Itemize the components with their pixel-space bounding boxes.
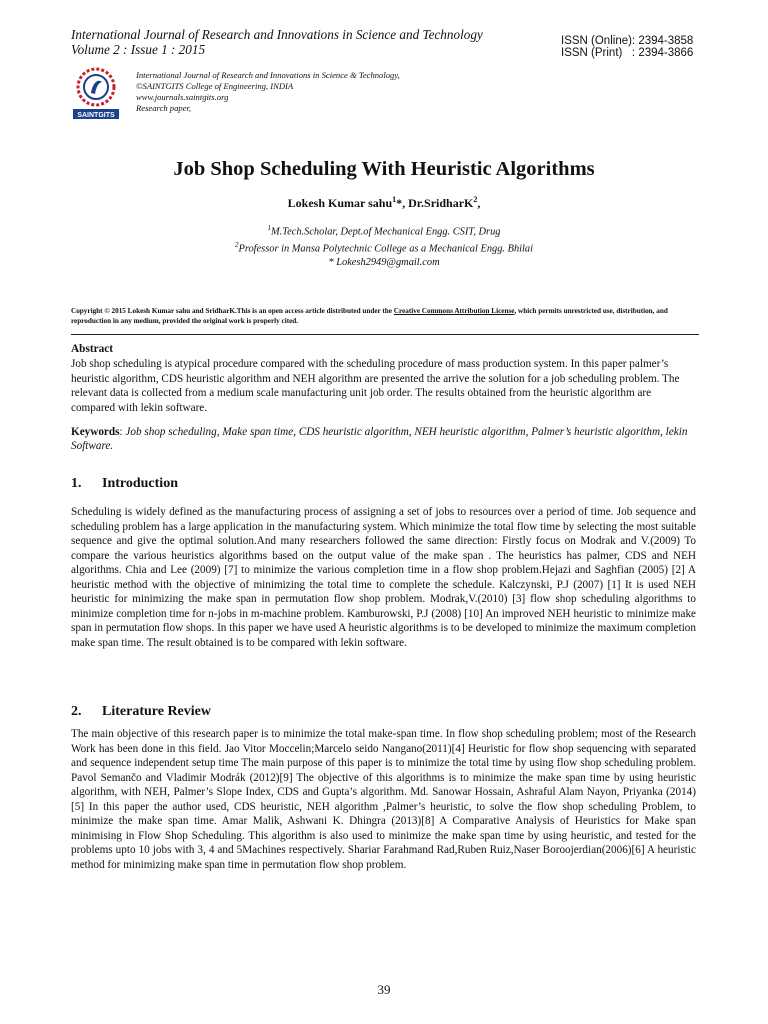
affil-text: Professor in Mansa Polytechnic College as a Mechanical Engg. Bhilai — [238, 243, 534, 255]
section-heading-introduction — [71, 476, 178, 492]
license-link[interactable]: Creative Commons Attribution License — [393, 307, 515, 315]
section-title: Introduction — [102, 476, 178, 491]
logo-text: SAINTGITS — [77, 112, 115, 119]
paper-title: Job Shop Scheduling With Heuristic Algorithms — [173, 158, 595, 180]
author-email: * Lokesh2949@gmail.com — [328, 256, 440, 268]
saintgits-logo-icon — [71, 66, 121, 120]
keywords-value: Job shop scheduling, Make span time, CDS heuristic algorithm, NEH heuristic algorithm, Palmer’s heuristic algorithm, lekin Software. — [71, 426, 688, 452]
literature-review-body: The main objective of this research paper is to minimize the total make-span time. In flow shop scheduling problem; most of the Research Work has been done in this field. Jao Vitor Moccelin;Marcelo seido Nangano(2011)[4] Heuristic for flow shop sequencing with separated and sequence independent setup time The main purpose of this paper is to minimize the total time by using flow shop scheduling problem. Pavol Semančo and Vladimir Modrák (2012)[9] The objective of this algorithms is to minimize the make span time by using heuristic algorithm, with NEH, Palmer’s Slope Index, CDS and Gupta’s algorithm. Md. Sanowar Hossain, Ashraful Alam Nayon, Priyanka (2014)[5] In this paper the author used, CDS heuristic, NEH algorithm ,Palmer’s heuristic, to solve the flow shop scheduling Problem, to minimize the make span time. Amar Malik, Ashwani K. Dhingra (2013)[8] A Comparative Analysis of Heuristics for Make span minimising in Flow Shop Scheduling. This algorithm is also used to minimize the make span time by using heuristic, and tested for the problems upto 10 jobs with 3, 4 and 5Machines respectively. Shariar Farahmand Rad,Ruben Ruiz,Naser Boroojerdian(2006)[6] A heuristic method for minimizing make span time in permutation flow shop problem. — [71, 728, 696, 871]
affiliation-2 — [0, 239, 768, 256]
issn-online: ISSN (Online): 2394-3858 — [561, 35, 694, 47]
page-number: 39 — [377, 982, 391, 997]
author-sup: 2 — [473, 195, 478, 204]
issn-block — [561, 35, 751, 59]
keywords-sep: : — [119, 426, 126, 438]
divider — [71, 334, 699, 335]
publisher-info — [136, 70, 616, 114]
author-line — [0, 195, 768, 211]
affil-sup: 2 — [234, 240, 239, 249]
affil-sup: 1 — [267, 224, 272, 232]
abstract-heading: Abstract — [71, 343, 114, 355]
keywords-label: Keywords — [71, 426, 120, 438]
copyright-text: Copyright © 2015 Lokesh Kumar sahu and SridharK.This is an open access article distributed under the — [71, 307, 394, 315]
journal-volume: Volume 2 : Issue 1 : 2015 — [71, 42, 206, 57]
section-number: 1. — [71, 476, 82, 491]
journal-name: International Journal of Research and Innovations in Science and Technology — [71, 27, 483, 42]
section-title: Literature Review — [102, 704, 211, 719]
section-number: 2. — [71, 704, 82, 719]
journal-header — [71, 27, 541, 57]
corresponding-mark: *, — [396, 196, 409, 210]
paper-type: Research paper, — [136, 103, 192, 113]
affil-text: M.Tech.Scholar, Dept.of Mechanical Engg. CSIT, Drug — [271, 226, 501, 238]
author-tail: , — [477, 196, 481, 210]
section-heading-literature-review — [71, 704, 211, 720]
author-name: Lokesh Kumar sahu — [287, 196, 393, 210]
issn-print: ISSN (Print) : 2394-3866 — [561, 47, 694, 59]
affiliation-1 — [0, 222, 768, 239]
author-sup: 1 — [392, 195, 397, 204]
publisher-line: International Journal of Research and Innovations in Science & Technology, — [136, 70, 400, 80]
publisher-url: www.journals.saintgits.org — [136, 92, 229, 102]
copyright-notice — [71, 306, 696, 326]
author-name: Dr.SridharK — [408, 196, 474, 210]
abstract-body: Job shop scheduling is atypical procedure compared with the scheduling procedure of mass production system. In this paper palmer’s heuristic algorithm, CDS heuristic algorithm and NEH algorithm are presented the arrive the solution for a job scheduling problem. The relevant data is collected from a medium scale manufacturing unit job order. The results obtained from the heuristic algorithm are compared with lekin software. — [71, 358, 680, 414]
keywords — [71, 425, 697, 453]
publisher-line: ©SAINTGITS College of Engineering, INDIA — [136, 81, 294, 91]
copyright-text: , which permits unrestricted use, distribution, and reproduction in any medium, provided the original work is properly cited. — [71, 307, 668, 325]
introduction-body: Scheduling is widely defined as the manufacturing process of assigning a set of jobs to resources over a period of time. Job sequence and scheduling problem has a large application in the manufacturing system. Which minimize the total flow time by selecting the most suitable sequence and give the optimal solution.And many researchers followed the same direction: Firstly focus on Modrak and V.(2009) To compare the various heuristics algorithms based on the output value of the make span . The heuristics has palmer, CDS and NEH algorithms. Chia and Lee (2009) [7] to minimize the various completion time in a flow shop problem.Hejazi and Saghfian (2005) [2] A heuristic method with the objective of minimizing the total time to complete the schedule. Kalczynski, P.J (2007) [1] It is used NEH heuristic for minimizing the make span in permutation flow shop problem. Modrak,V.(2010) [3] flow shop scheduling algorithms to minimize completion time for n-jobs in m-machine problem. Kamburowski, P.J (2008) [10] An improved NEH heuristic to minimize make span in permutation flow shops. In this paper we have used A heuristic algorithms is to be developed to minimize the maximum completion make span time. The result obtained is to be compared with lekin software. — [71, 506, 696, 649]
affiliations — [0, 222, 768, 269]
